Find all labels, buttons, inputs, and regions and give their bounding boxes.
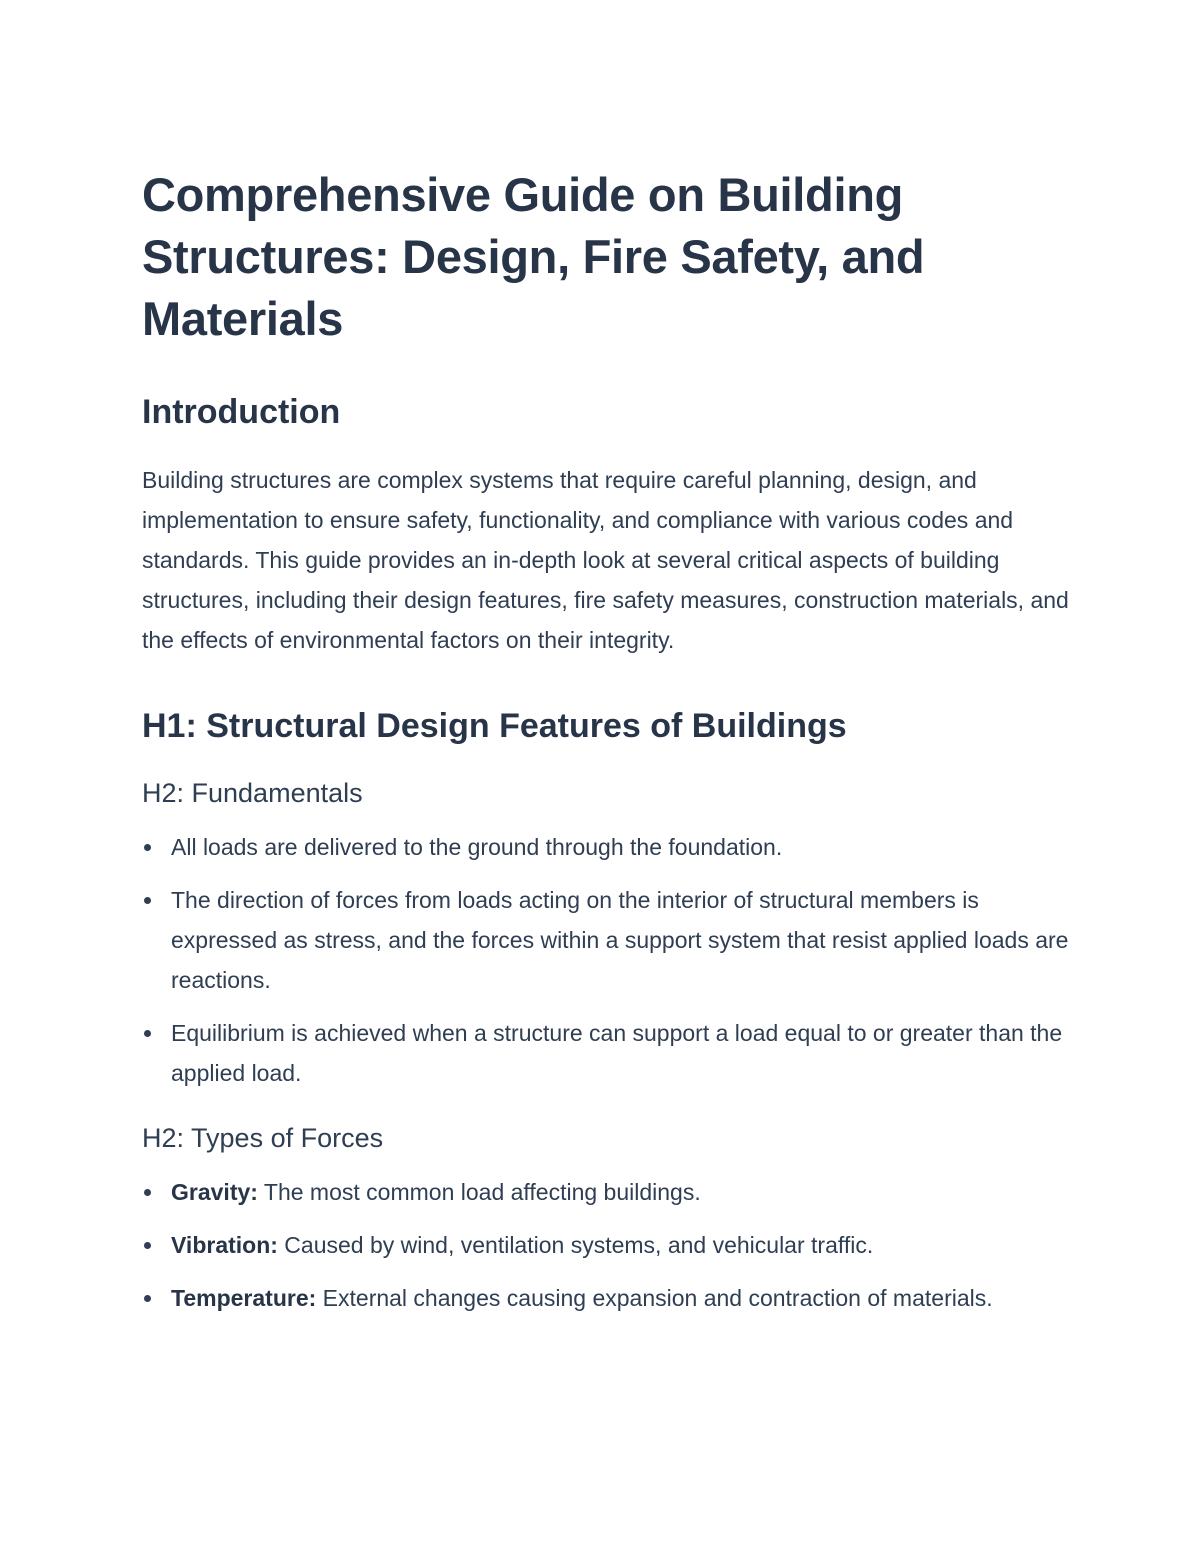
- list-item-text: Equilibrium is achieved when a structure can support a load equal to or greater than the applied load.: [171, 1020, 1063, 1086]
- list-item: [142, 1225, 1070, 1265]
- bullet-icon: [144, 1189, 151, 1196]
- term-description: External changes causing expansion and contraction of materials.: [316, 1285, 993, 1311]
- list-item: [142, 1172, 1070, 1212]
- term-label: Temperature:: [171, 1285, 317, 1311]
- forces-list: [142, 1172, 1070, 1318]
- list-item: [142, 1278, 1070, 1318]
- list-item-text: The direction of forces from loads acting on the interior of structural members is expressed as stress, and the forces within a support system that resist applied loads are reactions.: [171, 887, 1069, 993]
- types-of-forces-heading: H2: Types of Forces: [142, 1123, 384, 1153]
- list-item: [142, 880, 1070, 1000]
- bullet-icon: [144, 1242, 151, 1249]
- introduction-paragraph: Building structures are complex systems that require careful planning, design, and implementation to ensure safety, functionality, and compliance with various codes and standards. This guide provides an in-depth look at several critical aspects of building structures, including their design features, fire safety measures, construction materials, and the effects of environmental factors on their integrity.: [142, 467, 1069, 653]
- term-description: Caused by wind, ventilation systems, and vehicular traffic.: [277, 1232, 874, 1258]
- bullet-icon: [144, 844, 151, 851]
- list-item: [142, 1013, 1070, 1093]
- introduction-heading: Introduction: [142, 393, 341, 431]
- bullet-icon: [144, 1030, 151, 1037]
- fundamentals-list: [142, 827, 1070, 1093]
- term-label: Gravity:: [171, 1179, 258, 1205]
- fundamentals-heading: H2: Fundamentals: [142, 778, 363, 808]
- document-title: Comprehensive Guide on Building Structures: Design, Fire Safety, and Materials: [142, 168, 925, 345]
- list-item-text: All loads are delivered to the ground through the foundation.: [171, 834, 783, 860]
- bullet-icon: [144, 897, 151, 904]
- list-item: [142, 827, 1070, 867]
- term-description: The most common load affecting buildings.: [257, 1179, 701, 1205]
- term-label: Vibration:: [171, 1232, 278, 1258]
- structural-design-heading: H1: Structural Design Features of Buildings: [142, 707, 847, 745]
- bullet-icon: [144, 1295, 151, 1302]
